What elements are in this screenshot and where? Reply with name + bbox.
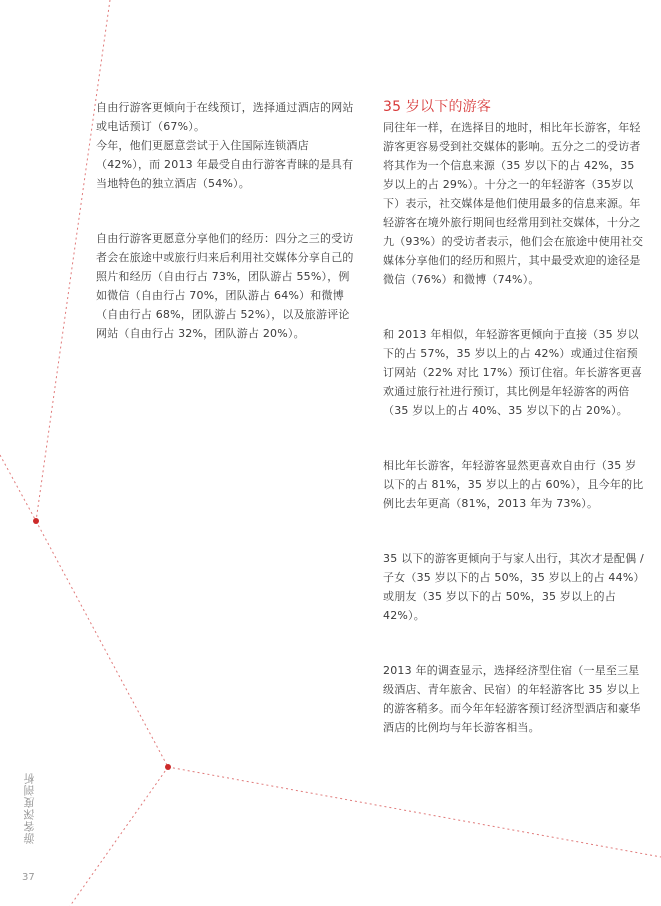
section-title-vertical: 游客深度剖析 — [23, 772, 36, 844]
right-paragraph-2: 和 2013 年相似，年轻游客更倾向于直接（35 岁以下的占 57%，35 岁以上的占 42%）或通过住宿预订网站（22% 对比 17%）预订住宿。年长游客更喜欢通过旅行社进行预订，其比例是年轻游客的两倍（35 岁以上的占 40%、35 岁以下的占 20%）。 — [383, 328, 643, 417]
left-paragraph-2: 今年，他们更愿意尝试于入住国际连锁酒店（42%），而 2013 年最受自由行游客青睐的是具有当地特色的独立酒店（54%）。 — [96, 139, 354, 190]
left-column — [96, 98, 358, 343]
section-heading: 35 岁以下的游客 — [383, 99, 492, 115]
page-number: 37 — [22, 872, 35, 883]
dotted-line-lower-left — [70, 767, 168, 906]
right-paragraph-3: 相比年长游客，年轻游客显然更喜欢自由行（35 岁以下的占 81%，35 岁以上的占 60%），且今年的比例比去年更高（81%，2013 年为 73%）。 — [383, 459, 644, 510]
right-paragraph-4: 35 以下的游客更倾向于与家人出行，其次才是配偶 / 子女（35 岁以下的占 50%，35 岁以上的占 44%）或朋友（35 岁以下的占 50%，35 岁以上的占 42%）。 — [383, 552, 645, 622]
red-dot-upper — [33, 518, 39, 524]
dotted-line-left — [0, 455, 36, 521]
left-paragraph-3: 自由行游客更愿意分享他们的经历：四分之三的受访者会在旅途中或旅行归来后利用社交媒体分享自己的照片和经历（自由行占 73%，团队游占 55%），例如微信（自由行占 70%，团队游占 64%）和微博（自由行占 68%，团队游占 52%），以及旅游评论网站（自由行占 32%，团队游占 20%）。 — [96, 232, 354, 340]
right-paragraph-5: 2013 年的调查显示，选择经济型住宿（一星至三星级酒店、青年旅舍、民宿）的年轻游客比 35 岁以上的游客稍多。而今年年轻游客预订经济型酒店和豪华酒店的比例均与年长游客相当。 — [383, 664, 641, 734]
right-paragraph-1: 同往年一样，在选择目的地时，相比年长游客，年轻游客更容易受到社交媒体的影响。五分之二的受访者将其作为一个信息来源（35 岁以下的占 42%，35 岁以上的占 29%）。十分之一的年轻游客（35岁以下）表示，社交媒体是他们使用最多的信息来源。年轻游客在境外旅行期间也经常用到社交媒体，十分之九（93%）的受访者表示，他们会在旅途中使用社交媒体分享他们的经历和照片，其中最受欢迎的途径是微信（76%）和微博（74%）。 — [383, 121, 644, 286]
left-paragraph-1: 自由行游客更倾向于在线预订，选择通过酒店的网站或电话预订（67%）。 — [96, 101, 354, 133]
dotted-line-right — [168, 767, 661, 857]
red-dot-lower — [165, 764, 171, 770]
dotted-line-diagonal — [36, 521, 168, 767]
right-column — [383, 98, 645, 737]
